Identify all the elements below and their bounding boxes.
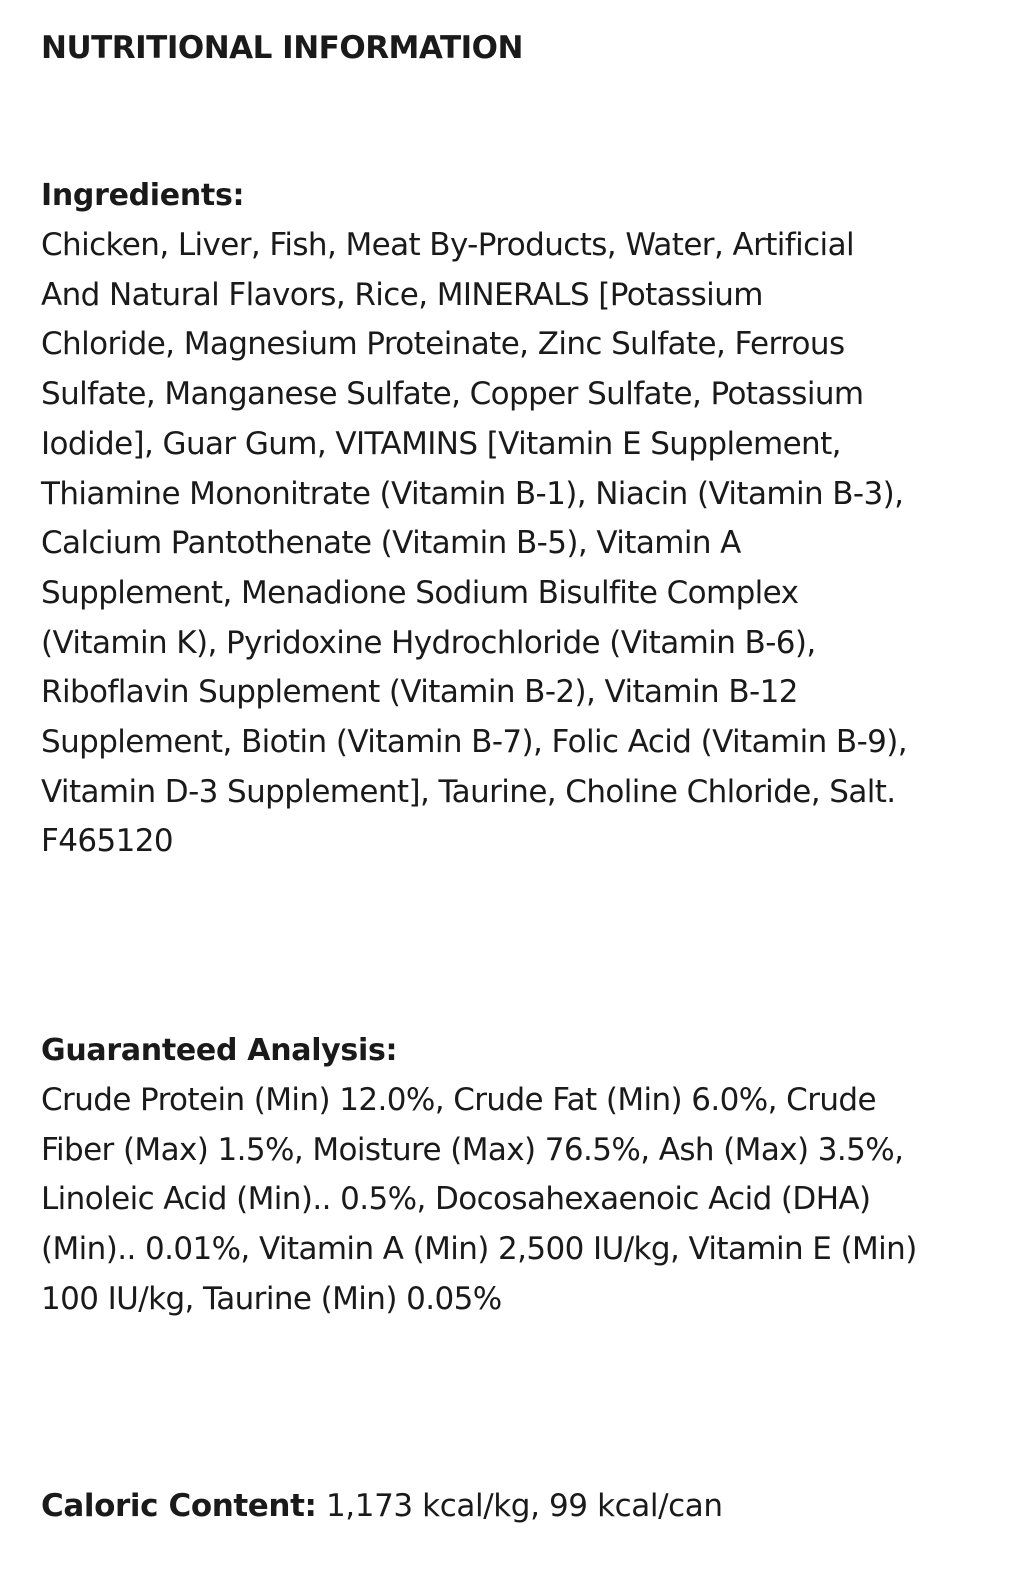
page-title: NUTRITIONAL INFORMATION — [41, 30, 523, 66]
analysis-line: (Min).. 0.01%, Vitamin A (Min) 2,500 IU/kg, Vitamin E (Min) — [41, 1231, 917, 1268]
ingredients-line: Iodide], Guar Gum, VITAMINS [Vitamin E Supplement, — [41, 425, 841, 462]
ingredients-line: Supplement, Biotin (Vitamin B-7), Folic Acid (Vitamin B-9), — [41, 724, 908, 761]
analysis-line: Crude Protein (Min) 12.0%, Crude Fat (Min) 6.0%, Crude — [41, 1082, 876, 1118]
analysis-heading: Guaranteed Analysis: — [41, 1033, 398, 1068]
ingredients-line: Sulfate, Manganese Sulfate, Copper Sulfate, Potassium — [41, 376, 864, 413]
analysis-line: Fiber (Max) 1.5%, Moisture (Max) 76.5%, Ash (Max) 3.5%, — [41, 1131, 904, 1168]
caloric-content-section — [41, 1481, 1001, 1531]
analysis-line: 100 IU/kg, Taurine (Min) 0.05% — [41, 1280, 502, 1317]
ingredients-section — [41, 171, 1001, 867]
ingredients-line: Riboflavin Supplement (Vitamin B-2), Vitamin B-12 — [41, 674, 798, 711]
ingredients-line: Supplement, Menadione Sodium Bisulfite Complex — [41, 574, 799, 611]
ingredients-line: (Vitamin K), Pyridoxine Hydrochloride (Vitamin B-6), — [41, 624, 816, 661]
caloric-content-line — [41, 1481, 1001, 1531]
analysis-line: Linoleic Acid (Min).. 0.5%, Docosahexaenoic Acid (DHA) — [41, 1181, 871, 1218]
ingredients-line: Chloride, Magnesium Proteinate, Zinc Sulfate, Ferrous — [41, 326, 845, 363]
ingredients-line: Calcium Pantothenate (Vitamin B-5), Vitamin A — [41, 525, 741, 562]
ingredients-line: Thiamine Mononitrate (Vitamin B-1), Niacin (Vitamin B-3), — [41, 475, 904, 512]
caloric-content-value: 1,173 kcal/kg, 99 kcal/can — [316, 1488, 723, 1524]
guaranteed-analysis-section — [41, 1026, 1001, 1325]
caloric-content-label: Caloric Content: — [41, 1488, 317, 1524]
ingredients-heading: Ingredients: — [41, 178, 245, 213]
ingredients-line: Chicken, Liver, Fish, Meat By-Products, Water, Artificial — [41, 227, 854, 263]
product-code: F465120 — [41, 823, 173, 860]
ingredients-line: Vitamin D-3 Supplement], Taurine, Choline Chloride, Salt. — [41, 773, 896, 810]
ingredients-line: And Natural Flavors, Rice, MINERALS [Potassium — [41, 276, 763, 313]
